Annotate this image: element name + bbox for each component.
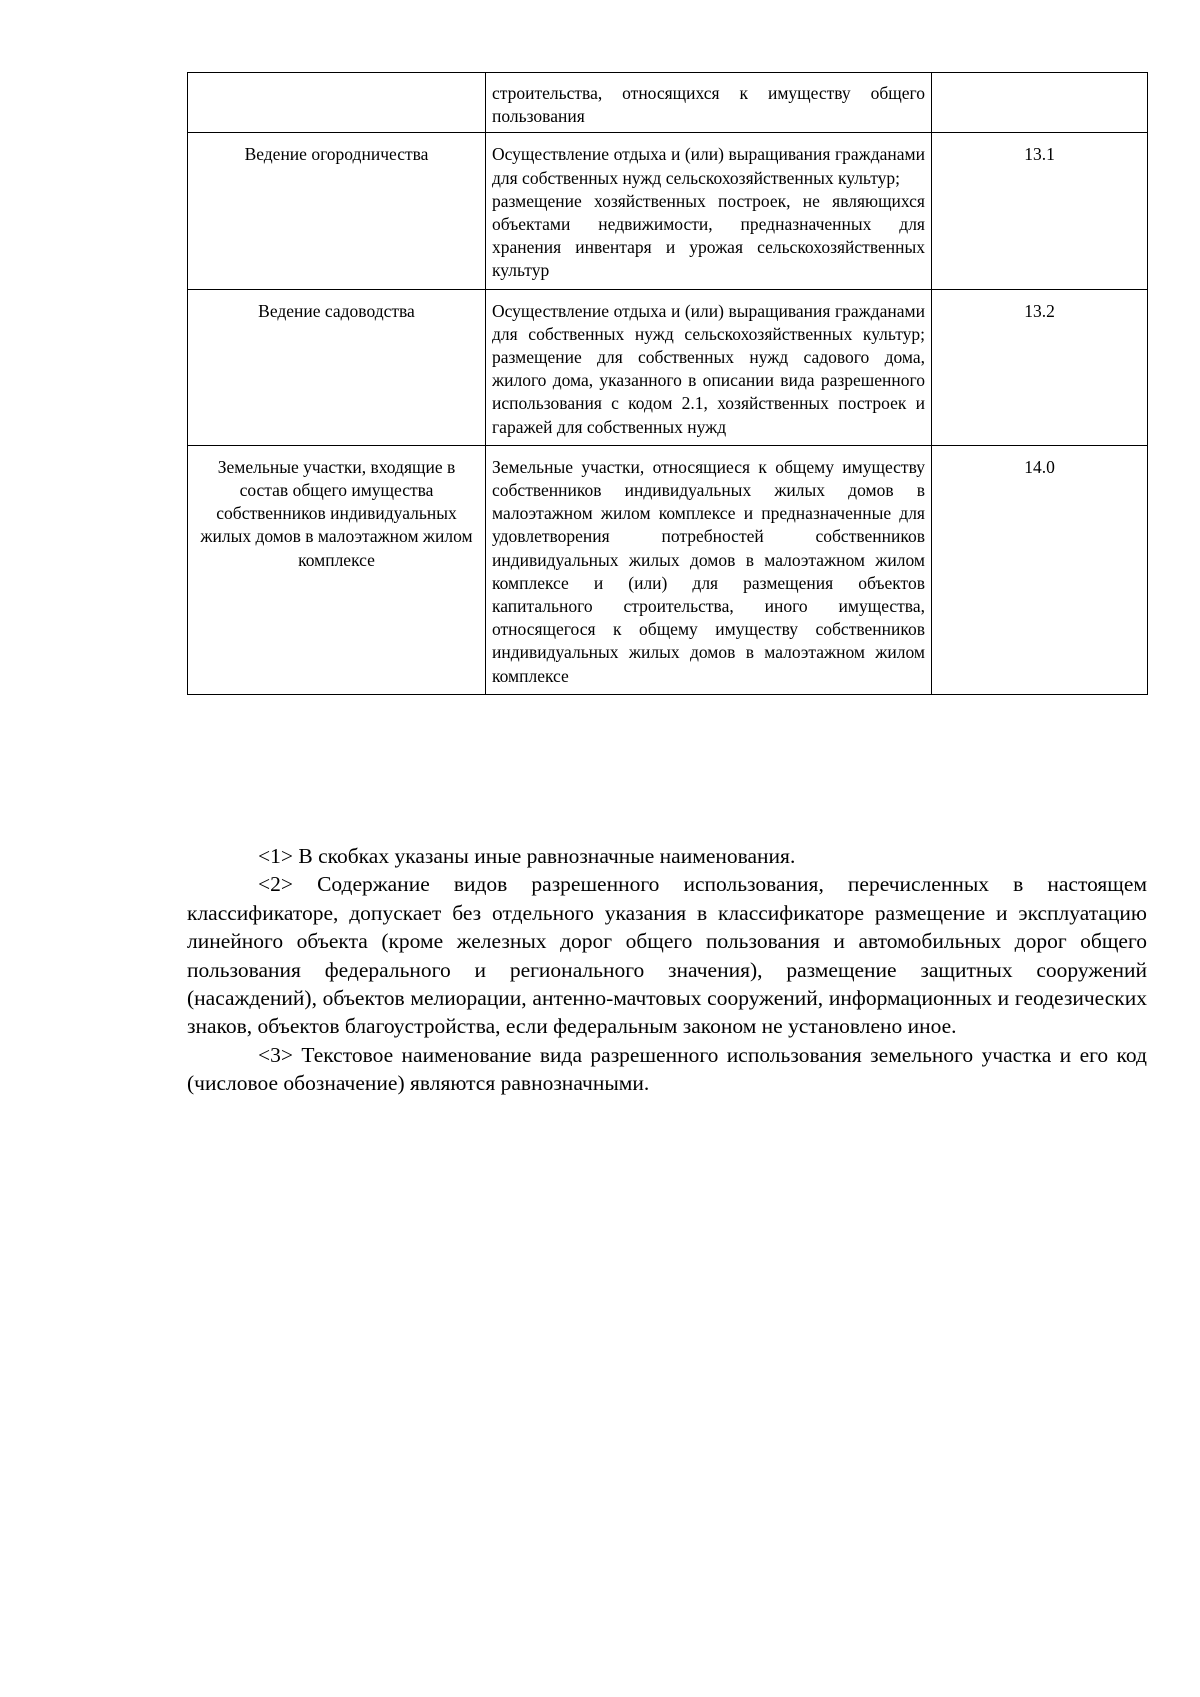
land-use-name-cell: Ведение садоводства bbox=[188, 289, 486, 445]
land-use-description-cell bbox=[486, 289, 932, 445]
land-use-classifier-table bbox=[187, 72, 1148, 695]
land-use-code-cell: 13.2 bbox=[932, 289, 1148, 445]
footnote-2: <2> Содержание видов разрешенного использования, перечисленных в настоящем классификаторе, допускает без отдельного указания в классификаторе размещение и эксплуатацию линейного объекта (кроме железных дорог общего пользования и автомобильных дорог общего пользования федерального и регионального значения), размещение защитных сооружений (насаждений), объектов мелиорации, антенно-мачтовых сооружений, информационных и геодезических знаков, объектов благоустройства, если федеральным законом не установлено иное. bbox=[187, 872, 1147, 1039]
description-paragraph: Осуществление отдыха и (или) выращивания гражданами для собственных нужд сельскохозяйственных культур; bbox=[492, 144, 925, 188]
land-use-description-cell bbox=[486, 133, 932, 289]
footnote-3: <3> Текстовое наименование вида разрешенного использования земельного участка и его код (числовое обозначение) являются равнозначными. bbox=[187, 1042, 1147, 1096]
land-use-name-cell: Ведение огородничества bbox=[188, 133, 486, 289]
table-row bbox=[188, 445, 1148, 694]
land-use-description-cell bbox=[486, 445, 932, 694]
land-use-code-cell: 13.1 bbox=[932, 133, 1148, 289]
table-row bbox=[188, 133, 1148, 289]
description-paragraph: строительства, относящихся к имуществу общего пользования bbox=[492, 83, 925, 127]
description-paragraph: размещение хозяйственных построек, не являющихся объектами недвижимости, предназначенных для хранения инвентаря и урожая сельскохозяйственных культур bbox=[492, 190, 925, 281]
land-use-name-cell: Земельные участки, входящие в состав общего имущества собственников индивидуальных жилых домов в малоэтажном жилом комплексе bbox=[188, 445, 486, 694]
description-paragraph: Земельные участки, относящиеся к общему имуществу собственников индивидуальных жилых домов в малоэтажном жилом комплексе и предназначенные для удовлетворения потребностей собственников индивидуальных жилых домов в малоэтажном жилом комплексе и (или) для размещения объектов капитального строительства, иного имущества, относящегося к общему имуществу собственников индивидуальных жилых домов в малоэтажном жилом комплексе bbox=[492, 456, 925, 686]
land-use-code-cell: 14.0 bbox=[932, 445, 1148, 694]
land-use-name-cell bbox=[188, 73, 486, 133]
table-row bbox=[188, 289, 1148, 445]
table-row bbox=[188, 73, 1148, 133]
land-use-description-cell bbox=[486, 73, 932, 133]
footnotes bbox=[187, 842, 1147, 1098]
description-paragraph: Осуществление отдыха и (или) выращивания гражданами для собственных нужд сельскохозяйственных культур; размещение для собственных нужд садового дома, жилого дома, указанного в описании вида разрешенного использования с кодом 2.1, хозяйственных построек и гаражей для собственных нужд bbox=[492, 300, 925, 437]
footnote-1: <1> В скобках указаны иные равнозначные наименования. bbox=[258, 844, 796, 868]
land-use-code-cell bbox=[932, 73, 1148, 133]
